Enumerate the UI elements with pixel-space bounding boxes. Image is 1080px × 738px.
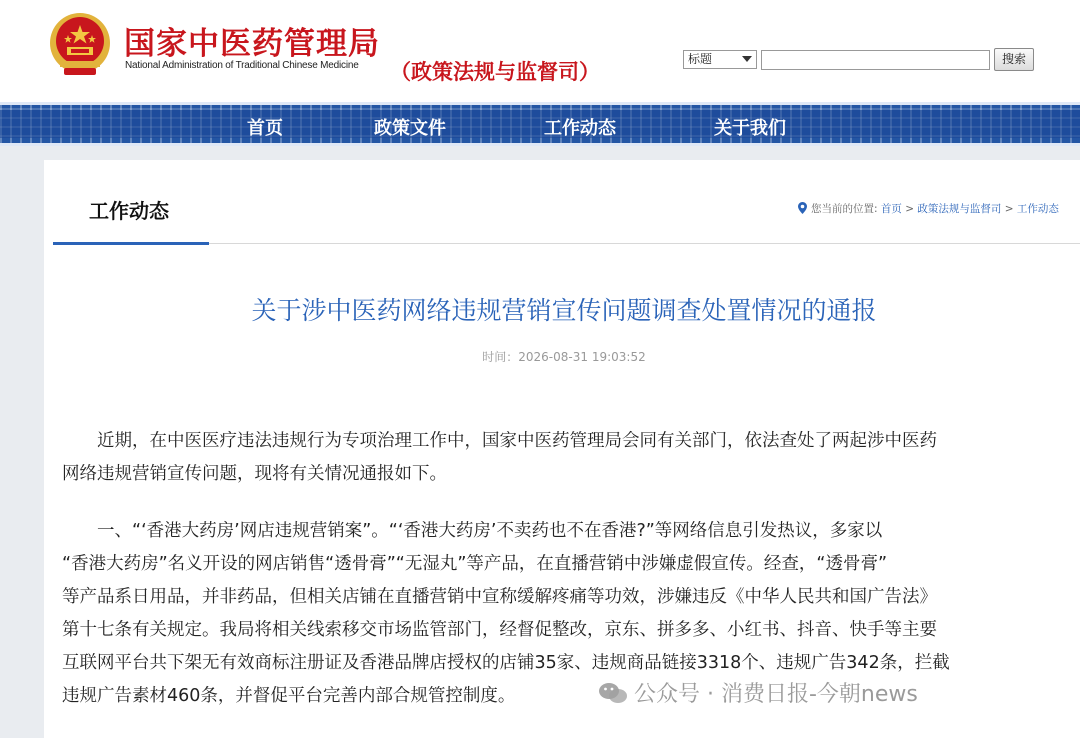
search-field-select[interactable] — [683, 50, 757, 69]
paragraph-line: 网络违规营销宣传问题，现将有关情况通报如下。 — [62, 464, 447, 484]
watermark — [598, 677, 918, 708]
breadcrumb-link-home[interactable]: 首页 — [880, 203, 902, 215]
breadcrumb — [798, 201, 1059, 216]
nav-item-work-news[interactable]: 工作动态 — [544, 118, 616, 139]
breadcrumb-separator: > — [901, 203, 918, 215]
nav-item-policy-documents[interactable]: 政策文件 — [374, 118, 446, 139]
paragraph-line: 互联网平台共下架无有效商标注册证及香港品牌店授权的店铺35家、违规商品链接3318个、违规广告342条，拦截 — [62, 653, 950, 673]
search-field-select-value: 标题 — [688, 52, 713, 66]
department-name: （政策法规与监督司） — [390, 60, 600, 84]
article-paragraph-intro — [62, 425, 1062, 491]
nav-bottom-band — [0, 146, 1080, 160]
paragraph-line: 等产品系日用品，并非药品，但相关店铺在直播营销中宣称缓解疼痛等功效，涉嫌违反《中华人民共和国广告法》 — [62, 587, 937, 607]
breadcrumb-prefix: 您当前的位置: — [811, 203, 878, 215]
paragraph-line: “香港大药房”名义开设的网店销售“透骨膏”“无湿丸”等产品，在直播营销中涉嫌虚假宣传。经查，“透骨膏” — [62, 554, 888, 574]
chevron-down-icon — [742, 56, 752, 62]
article-title: 关于涉中医药网络违规营销宣传问题调查处置情况的通报 — [251, 296, 877, 325]
breadcrumb-link-department[interactable]: 政策法规与监督司 — [917, 203, 1002, 215]
location-pin-icon — [798, 202, 807, 214]
breadcrumb-separator: > — [1001, 203, 1017, 215]
national-emblem-icon[interactable] — [47, 11, 113, 79]
org-name-en: National Administration of Traditional Chinese Medicine — [125, 60, 359, 71]
breadcrumb-link-work-news[interactable]: 工作动态 — [1016, 203, 1059, 215]
paragraph-line: 近期，在中医医疗违法违规行为专项治理工作中，国家中医药管理局会同有关部门，依法查处了两起涉中医药 — [62, 431, 937, 451]
article-time: 时间：2026-08-31 19:03:52 — [482, 350, 646, 364]
section-title: 工作动态 — [89, 199, 169, 223]
main-nav — [0, 102, 1080, 146]
nav-item-home[interactable]: 首页 — [247, 118, 283, 139]
search-input[interactable] — [761, 50, 990, 70]
paragraph-line: 违规广告素材460条，并督促平台完善内部合规管控制度。 — [62, 686, 516, 706]
site-header — [0, 0, 1080, 102]
wechat-icon — [598, 681, 628, 705]
org-name-cn[interactable]: 国家中医药管理局 — [124, 26, 380, 62]
watermark-text: 公众号 · 消费日报-今朝news — [634, 682, 918, 707]
left-margin-band — [0, 160, 44, 738]
section-divider-accent — [53, 242, 209, 245]
nav-band — [0, 110, 1080, 138]
nav-item-about-us[interactable]: 关于我们 — [714, 118, 786, 139]
paragraph-line: 一、“‘香港大药房’网店违规营销案”。“‘香港大药房’不卖药也不在香港?”等网络信息引发热议，多家以 — [62, 521, 883, 541]
paragraph-line: 第十七条有关规定。我局将相关线索移交市场监管部门，经督促整改，京东、拼多多、小红书、抖音、快手等主要 — [62, 620, 937, 640]
search-button[interactable]: 搜索 — [994, 48, 1034, 71]
